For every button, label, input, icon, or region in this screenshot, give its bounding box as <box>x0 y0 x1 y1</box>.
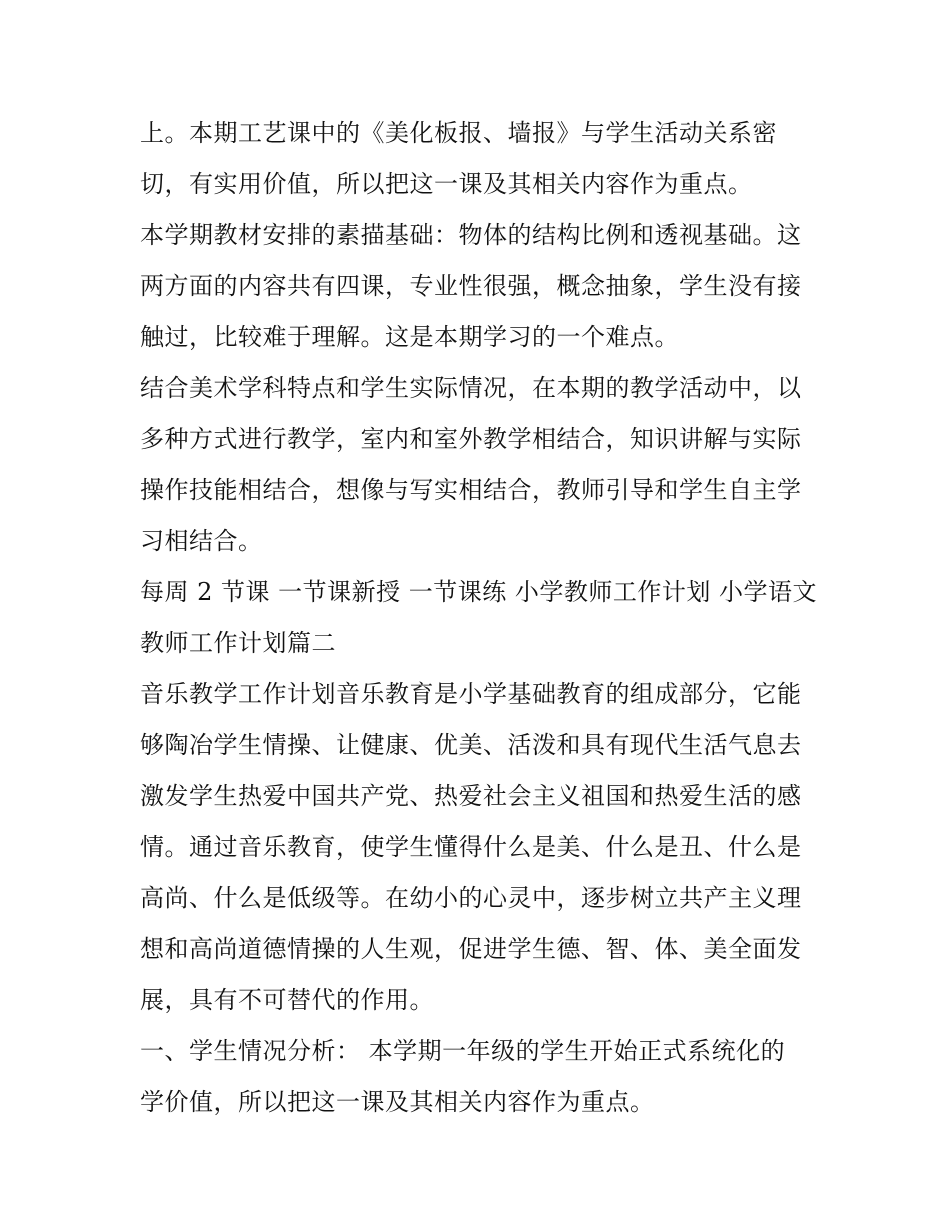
text-line: 一、学生情况分析： 本学期一年级的学生开始正式系统化的 <box>140 1037 786 1065</box>
paragraph-3 <box>140 363 820 567</box>
text-line: 多种方式进行教学，室内和室外教学相结合，知识讲解与实际 <box>140 425 802 453</box>
paragraph-6 <box>140 1026 820 1128</box>
text-line: 两方面的内容共有四课，专业性很强，概念抽象，学生没有接 <box>140 272 802 300</box>
text-line: 操作技能相结合，想像与写实相结合，教师引导和学生自主学 <box>140 476 802 504</box>
text-line: 学价值，所以把这一课及其相关内容作为重点。 <box>140 1088 655 1116</box>
text-line: 结合美术学科特点和学生实际情况，在本期的教学活动中，以 <box>140 374 802 402</box>
paragraph-1 <box>140 108 820 210</box>
text-line: 展，具有不可替代的作用。 <box>140 986 434 1014</box>
text-line: 习相结合。 <box>140 527 263 555</box>
text-line: 高尚、什么是低级等。在幼小的心灵中，逐步树立共产主义理 <box>140 884 802 912</box>
document-body <box>140 108 820 1128</box>
text-line: 本学期教材安排的素描基础：物体的结构比例和透视基础。这 <box>140 221 802 249</box>
text-line: 情。通过音乐教育，使学生懂得什么是美、什么是丑、什么是 <box>140 833 802 861</box>
paragraph-2 <box>140 210 820 363</box>
text-line: 上。本期工艺课中的《美化板报、墙报》与学生活动关系密 <box>140 119 777 147</box>
text-line: 想和高尚道德情操的人生观，促进学生德、智、体、美全面发 <box>140 935 802 963</box>
text-line: 切，有实用价值，所以把这一课及其相关内容作为重点。 <box>140 170 753 198</box>
text-line: 音乐教学工作计划音乐教育是小学基础教育的组成部分，它能 <box>140 680 802 708</box>
text-line: 激发学生热爱中国共产党、热爱社会主义祖国和热爱生活的感 <box>140 782 802 810</box>
text-line: 每周 2 节课 一节课新授 一节课练 小学教师工作计划 小学语文 <box>140 578 818 606</box>
text-line: 教师工作计划篇二 <box>140 629 336 657</box>
text-line: 触过，比较难于理解。这是本期学习的一个难点。 <box>140 323 679 351</box>
paragraph-5 <box>140 669 820 1026</box>
paragraph-4 <box>140 567 820 669</box>
text-line: 够陶冶学生情操、让健康、优美、活泼和具有现代生活气息去 <box>140 731 802 759</box>
